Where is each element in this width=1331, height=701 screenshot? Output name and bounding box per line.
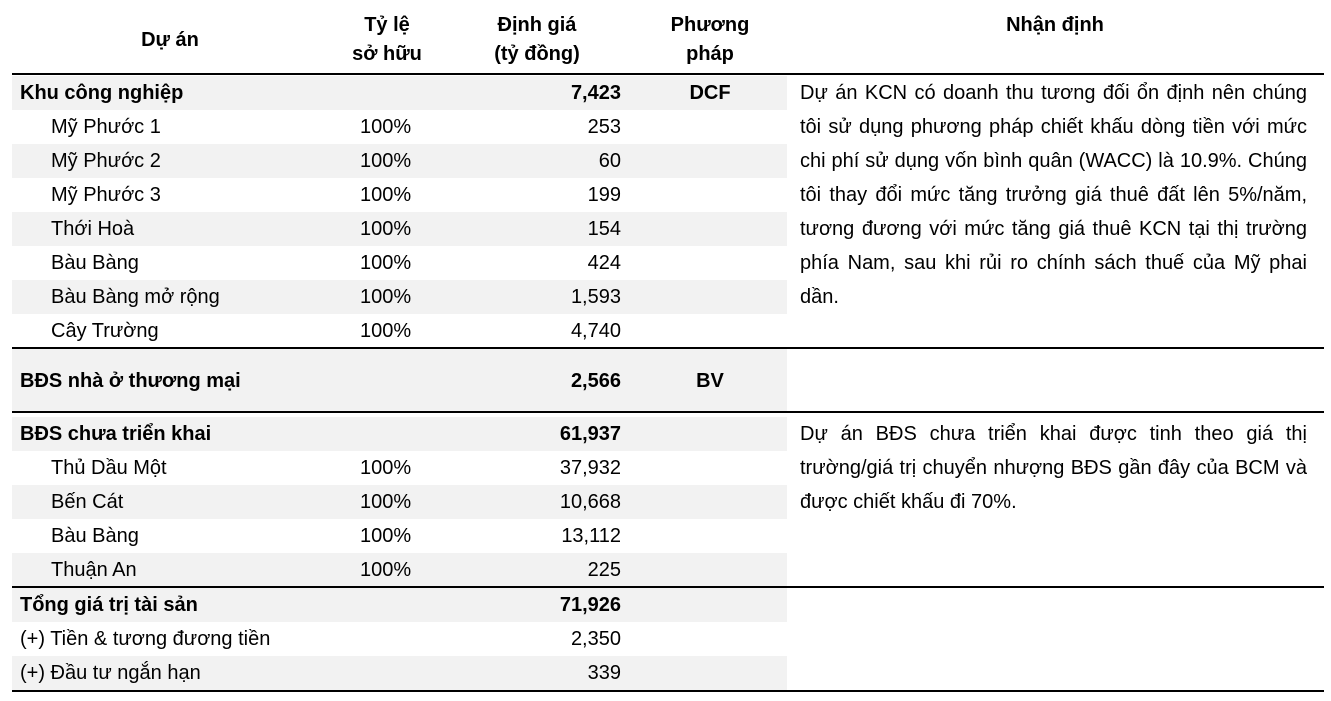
item-value: 253 bbox=[587, 116, 621, 138]
item-name: Thới Hoà bbox=[51, 218, 135, 240]
section-rule bbox=[12, 411, 1324, 413]
item-ownership: 100% bbox=[360, 218, 412, 240]
header-ownership bbox=[317, 11, 457, 69]
item-name: Bàu Bàng bbox=[51, 252, 139, 274]
item-name: Thuận An bbox=[51, 559, 137, 581]
bottom-rule bbox=[12, 690, 1324, 692]
item-name: Bàu Bàng mở rộng bbox=[51, 286, 220, 308]
header-method-line2: pháp bbox=[686, 43, 734, 65]
header-valuation bbox=[462, 11, 612, 69]
section-method: BV bbox=[696, 370, 724, 392]
section-note: Dự án BĐS chưa triển khai được tinh theo giá thị trường/giá trị chuyển nhượng BĐS gần đây của BCM và được chiết khấu đi 70%. bbox=[800, 423, 1307, 513]
section-name: BĐS nhà ở thương mại bbox=[20, 370, 241, 392]
header-assessment: Nhận định bbox=[1006, 14, 1104, 36]
item-value: 13,112 bbox=[561, 525, 621, 547]
header-rule bbox=[12, 73, 1324, 75]
section-note: Dự án KCN có doanh thu tương đối ổn định nên chúng tôi sử dụng phương pháp chiết khấu dòng tiền với mức chi phí sử dụng vốn bình quân (WACC) là 10.9%. Chúng tôi thay đổi mức tăng trưởng giá thuê đất lên 5%/năm, tương đương với mức tăng giá thuê KCN tại thị trường phía Nam, sau khi rủi ro chính sách thuế của Mỹ phai dần. bbox=[800, 82, 1307, 308]
item-ownership: 100% bbox=[360, 491, 412, 513]
header-valuation-line1: Định giá bbox=[497, 14, 577, 36]
item-name: Thủ Dầu Một bbox=[51, 457, 167, 479]
item-ownership: 100% bbox=[360, 184, 412, 206]
item-ownership: 100% bbox=[360, 320, 412, 342]
item-ownership: 100% bbox=[360, 457, 412, 479]
item-name: Mỹ Phước 3 bbox=[51, 184, 161, 206]
header-ownership-line2: sở hữu bbox=[352, 43, 422, 65]
item-name: Cây Trường bbox=[51, 320, 159, 342]
header-ownership-line1: Tỷ lệ bbox=[364, 14, 410, 36]
header-method bbox=[640, 11, 780, 69]
adjustment-name: (+) Tiền & tương đương tiền bbox=[20, 628, 271, 650]
section-name: BĐS chưa triển khai bbox=[20, 423, 212, 445]
section-name: Khu công nghiệp bbox=[20, 82, 184, 104]
item-value: 37,932 bbox=[559, 457, 621, 479]
item-value: 4,740 bbox=[570, 320, 621, 342]
item-value: 1,593 bbox=[570, 286, 621, 308]
total-value: 71,926 bbox=[559, 594, 621, 616]
item-name: Mỹ Phước 2 bbox=[51, 150, 161, 172]
item-value: 154 bbox=[587, 218, 621, 240]
section-value: 7,423 bbox=[570, 82, 621, 104]
item-ownership: 100% bbox=[360, 559, 412, 581]
adjustment-name: (+) Đầu tư ngắn hạn bbox=[20, 662, 201, 684]
section-method: DCF bbox=[689, 82, 731, 104]
adjustment-value: 2,350 bbox=[570, 628, 621, 650]
item-ownership: 100% bbox=[360, 150, 412, 172]
header-project: Dự án bbox=[141, 29, 199, 51]
item-name: Mỹ Phước 1 bbox=[51, 116, 161, 138]
section-value: 61,937 bbox=[559, 423, 621, 445]
item-ownership: 100% bbox=[360, 525, 412, 547]
item-ownership: 100% bbox=[360, 252, 412, 274]
section-value: 2,566 bbox=[570, 370, 621, 392]
item-ownership: 100% bbox=[360, 286, 412, 308]
item-value: 424 bbox=[587, 252, 621, 274]
header-valuation-line2: (tỷ đồng) bbox=[494, 43, 580, 65]
header-method-line1: Phương bbox=[670, 14, 750, 36]
item-name: Bến Cát bbox=[51, 491, 124, 513]
item-ownership: 100% bbox=[360, 116, 412, 138]
item-value: 199 bbox=[587, 184, 621, 206]
total-name: Tổng giá trị tài sản bbox=[20, 594, 198, 616]
item-name: Bàu Bàng bbox=[51, 525, 139, 547]
item-value: 10,668 bbox=[559, 491, 621, 513]
item-value: 60 bbox=[598, 150, 621, 172]
adjustment-value: 339 bbox=[587, 662, 621, 684]
item-value: 225 bbox=[587, 559, 621, 581]
